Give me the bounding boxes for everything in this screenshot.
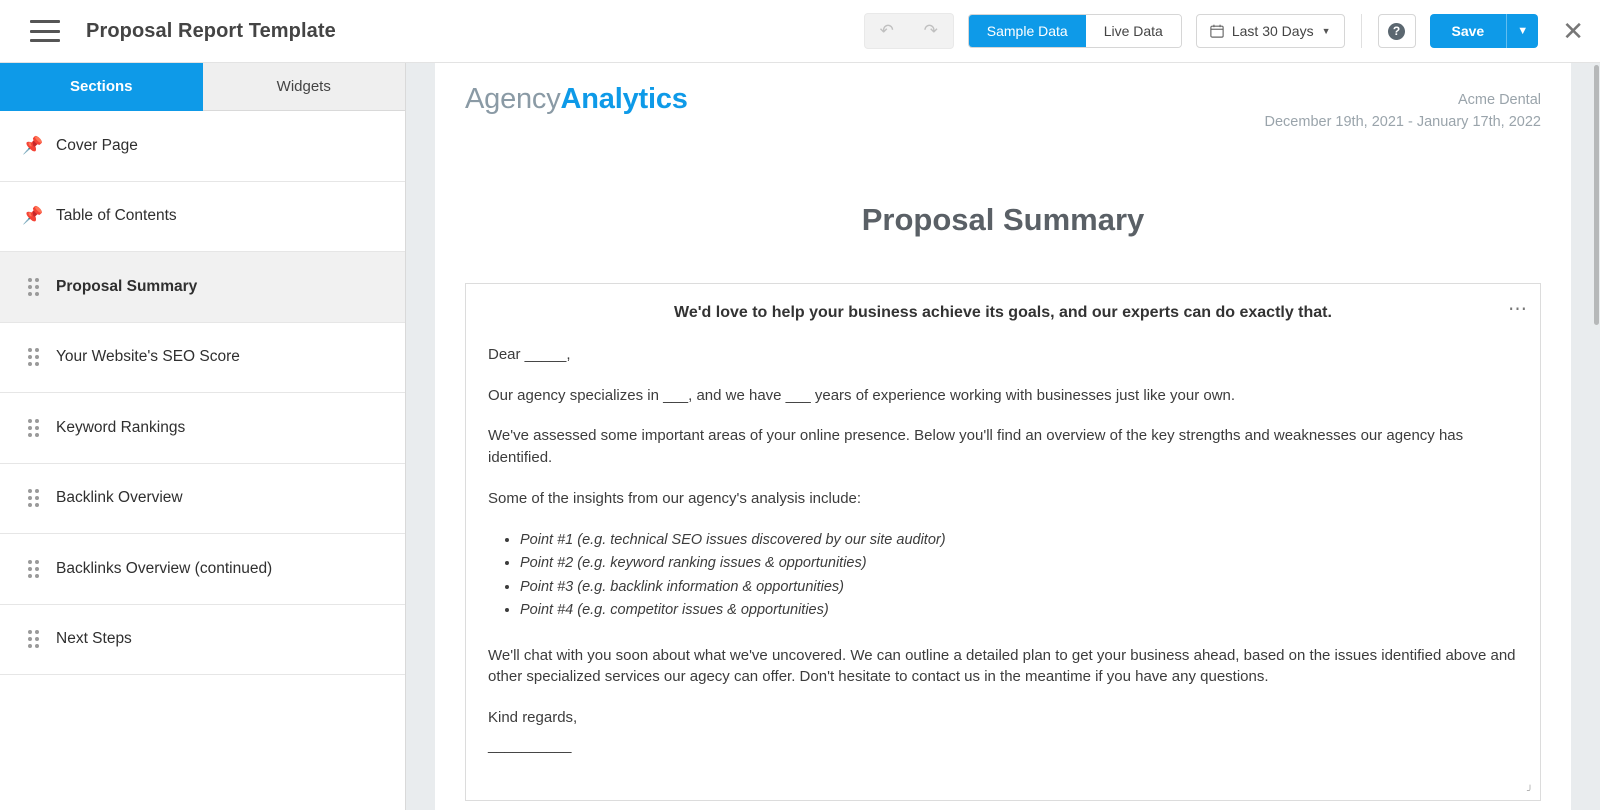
sidebar-item-cover-page[interactable]	[0, 111, 405, 182]
toolbar-actions	[864, 13, 1584, 49]
text-widget[interactable]	[465, 283, 1541, 801]
drag-handle-icon[interactable]	[14, 489, 52, 507]
sidebar-item-backlinks-overview-continued[interactable]	[0, 534, 405, 605]
section-list	[0, 111, 405, 810]
report-canvas	[406, 63, 1600, 810]
drag-handle-icon[interactable]	[14, 348, 52, 366]
date-range-picker[interactable]	[1196, 14, 1345, 48]
scrollbar-thumb[interactable]	[1594, 65, 1599, 325]
redo-icon[interactable]: ↷	[923, 21, 938, 40]
pin-icon: 📌	[22, 135, 44, 155]
sidebar-item-label: Proposal Summary	[56, 277, 198, 295]
client-name: Acme Dental	[1457, 92, 1541, 108]
toolbar-divider	[1361, 14, 1362, 48]
drag-handle-icon[interactable]	[14, 419, 52, 437]
sidebar-item-backlink-overview[interactable]	[0, 464, 405, 535]
save-button-group	[1430, 14, 1539, 48]
paragraph-closing: We'll chat with you soon about what we've uncovered. We can outline a detailed plan to get your business ahead, based on the issues identified above and other specialized services our agecy can offer. Don't hesitate to contact us in the meantime if you have any questions.	[488, 646, 1516, 686]
sidebar-item-table-of-contents[interactable]	[0, 182, 405, 253]
resize-handle-icon[interactable]: ╯	[1527, 785, 1534, 797]
sidebar-item-next-steps[interactable]	[0, 605, 405, 676]
canvas-scrollbar[interactable]	[1593, 63, 1600, 810]
undo-icon[interactable]: ↶	[879, 21, 894, 40]
sidebar	[0, 63, 406, 810]
paragraph-salutation: Dear _____,	[488, 345, 571, 363]
paragraph-insights-intro: Some of the insights from our agency's analysis include:	[488, 489, 862, 507]
pin-icon: 📌	[22, 206, 44, 226]
main-layout	[0, 63, 1600, 810]
paragraph-specialization: Our agency specializes in ___, and we have ___ years of experience working with businesses just like your own.	[488, 386, 1236, 404]
brand-logo	[465, 83, 688, 116]
live-data-button[interactable]: Live Data	[1086, 15, 1181, 47]
tab-sections[interactable]: Sections	[0, 63, 203, 111]
top-toolbar	[0, 0, 1600, 63]
sidebar-item-label: Backlinks Overview (continued)	[56, 559, 273, 577]
brand-first-word: Agency	[465, 83, 561, 115]
tab-widgets[interactable]: Widgets	[203, 63, 406, 111]
list-item: • Point #1 (e.g. technical SEO issues discovered by our site auditor)	[520, 529, 1518, 552]
widget-heading: We'd love to help your business achieve its goals, and our experts can do exactly that.	[674, 303, 1332, 321]
paragraph-assessment: We've assessed some important areas of your online presence. Below you'll find an overview of the key strengths and weaknesses our agency has identified.	[488, 427, 1464, 467]
insights-list	[488, 529, 1518, 623]
chevron-down-icon: ▼	[1321, 26, 1331, 36]
sample-data-button[interactable]: Sample Data	[969, 15, 1086, 47]
brand-second-word: Analytics	[560, 83, 688, 115]
signature-line: __________	[488, 736, 572, 754]
data-mode-toggle	[968, 14, 1182, 48]
sidebar-item-proposal-summary[interactable]	[0, 252, 405, 323]
widget-body	[478, 344, 1528, 757]
list-item: • Point #4 (e.g. competitor issues & opportunities)	[520, 599, 1518, 622]
client-info	[1265, 83, 1541, 134]
report-header	[465, 63, 1541, 134]
sidebar-item-label: Table of Contents	[56, 207, 177, 225]
sidebar-tabs	[0, 63, 405, 111]
drag-handle-icon[interactable]	[14, 560, 52, 578]
question-mark-icon: ?	[1388, 23, 1405, 40]
paragraph-signoff: Kind regards,	[488, 709, 578, 727]
hamburger-icon[interactable]	[30, 20, 60, 42]
report-section-title: Proposal Summary	[861, 201, 1145, 237]
sidebar-item-label: Next Steps	[56, 630, 132, 648]
report-date-range: December 19th, 2021 - January 17th, 2022	[1264, 114, 1541, 131]
save-dropdown-caret-icon[interactable]: ▼	[1506, 14, 1538, 48]
help-button[interactable]	[1378, 14, 1416, 48]
report-page	[435, 63, 1571, 810]
page-title: Proposal Report Template	[86, 19, 336, 42]
save-button[interactable]: Save	[1430, 14, 1507, 48]
sidebar-item-label: Backlink Overview	[56, 489, 183, 507]
close-icon[interactable]: ✕	[1562, 16, 1584, 46]
date-range-label: Last 30 Days	[1231, 23, 1314, 39]
sidebar-item-label: Keyword Rankings	[56, 418, 186, 436]
drag-handle-icon[interactable]	[14, 278, 52, 296]
sidebar-item-keyword-rankings[interactable]	[0, 393, 405, 464]
sidebar-item-label: Your Website's SEO Score	[56, 348, 240, 366]
list-item: • Point #2 (e.g. keyword ranking issues & opportunities)	[520, 552, 1518, 575]
ellipsis-icon[interactable]: ⋯	[1508, 298, 1528, 320]
sidebar-item-label: Cover Page	[56, 136, 138, 154]
sidebar-item-seo-score[interactable]	[0, 323, 405, 394]
undo-redo-group	[864, 13, 954, 49]
calendar-icon	[1210, 24, 1224, 38]
drag-handle-icon[interactable]	[14, 630, 52, 648]
list-item: • Point #3 (e.g. backlink information & opportunities)	[520, 576, 1518, 599]
